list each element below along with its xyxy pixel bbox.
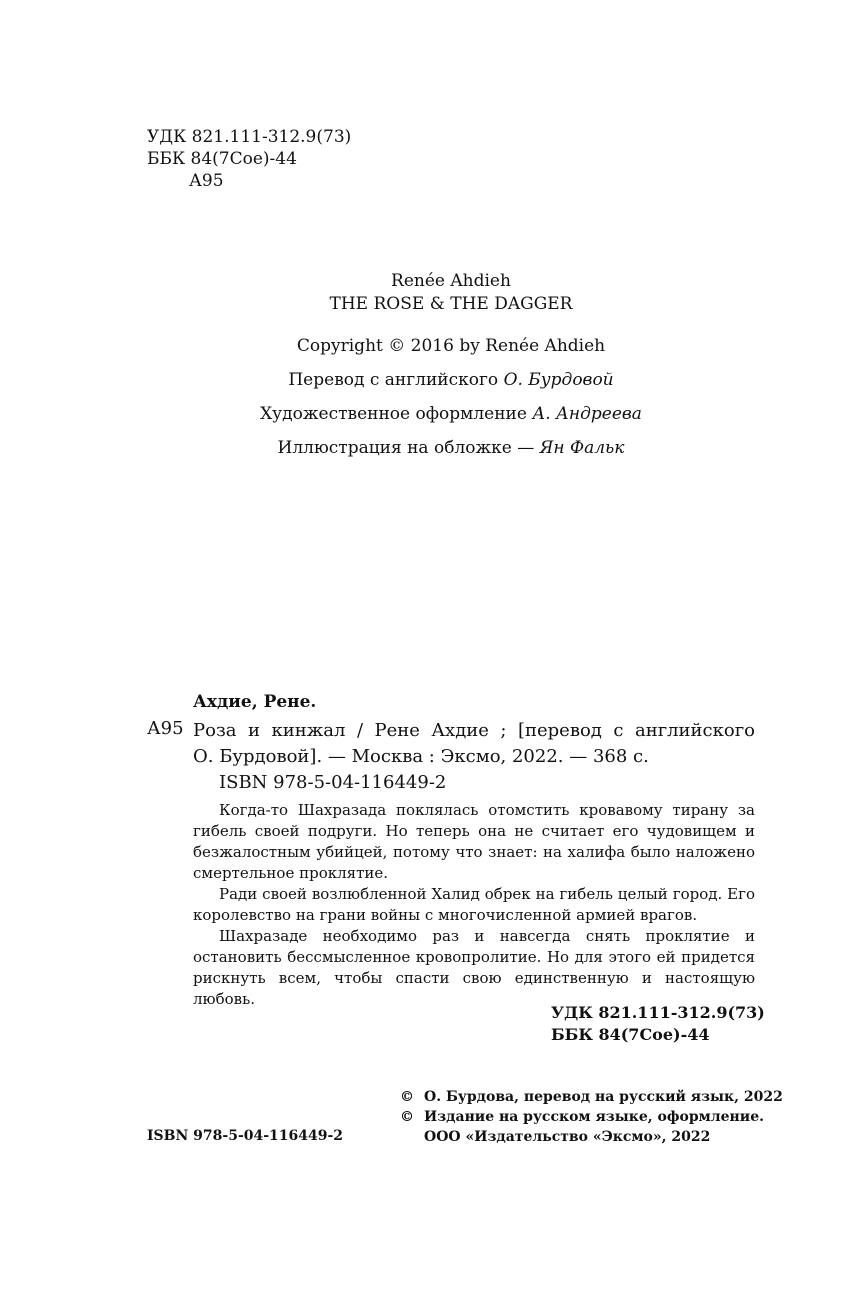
copyright-translation-row	[400, 1087, 783, 1107]
copyright-edition-2: ООО «Издательство «Эксмо», 2022	[424, 1129, 711, 1145]
copyright-edition-row	[400, 1107, 783, 1127]
title-line-2: О. Бурдовой]. — Москва : Эксмо, 2022. — 368 с.	[193, 746, 649, 767]
catalog-classification	[551, 1002, 765, 1046]
top-classification	[147, 126, 351, 192]
illustrator-name: Ян Фальк	[539, 438, 625, 458]
catalog-bbk: ББК 84(7Сое)-44	[551, 1025, 710, 1044]
title-line-1: Роза и кинжал / Рене Ахдие ; [перевод с английского	[193, 720, 755, 741]
annotation-paragraph: Ради своей возлюбленной Халид обрек на гибель целый город. Его королевство на грани войны с многочисленной армией врагов.	[193, 885, 755, 924]
bbk-code: ББК 84(7Сое)-44	[147, 149, 297, 169]
copyright-line: Copyright © 2016 by Renée Ahdieh	[296, 336, 606, 356]
copyright-symbol: ©	[400, 1089, 414, 1105]
translator-name: О. Бурдовой	[503, 370, 614, 390]
original-author: Renée Ahdieh	[391, 271, 511, 291]
illustration-credit: Иллюстрация на обложке — Ян Фальк	[277, 438, 625, 458]
copyright-symbol: ©	[400, 1109, 414, 1125]
original-title: THE ROSE & THE DAGGER	[329, 294, 573, 314]
translation-credit: Перевод с английского О. Бурдовой	[288, 370, 614, 390]
annotation	[193, 800, 755, 1010]
isbn-bottom: ISBN 978-5-04-116449-2	[147, 1128, 344, 1144]
copyright-translation: О. Бурдова, перевод на русский язык, 2022	[424, 1089, 783, 1105]
author-heading: Ахдие, Рене.	[193, 692, 317, 712]
designer-name: А. Андреева	[532, 404, 642, 424]
copyright-edition-row-2	[400, 1127, 783, 1147]
bibliographic-description	[193, 718, 755, 770]
design-credit: Художественное оформление А. Андреева	[260, 404, 642, 424]
copyright-edition-1: Издание на русском языке, оформление.	[424, 1109, 764, 1125]
isbn-main: ISBN 978-5-04-116449-2	[219, 772, 447, 793]
annotation-paragraph: Шахразаде необходимо раз и навсегда снять проклятие и остановить бессмысленное кровопролитие. Но для этого ей придется рискнуть всем, чтобы спасти свою единственную и настоящую любовь.	[193, 927, 755, 1008]
author-code: А95	[189, 171, 224, 191]
udk-code: УДК 821.111-312.9(73)	[147, 127, 352, 147]
catalog-code: А95	[147, 718, 184, 739]
annotation-paragraph: Когда-то Шахразада поклялась отомстить кровавому тирану за гибель своей подруги. Но теперь она не считает его чудовищем и безжалостным убийцей, потому что знает: на халифа было наложено смертельное проклятие.	[193, 801, 755, 882]
catalog-udk: УДК 821.111-312.9(73)	[551, 1003, 765, 1022]
copyright-notices	[400, 1087, 783, 1147]
